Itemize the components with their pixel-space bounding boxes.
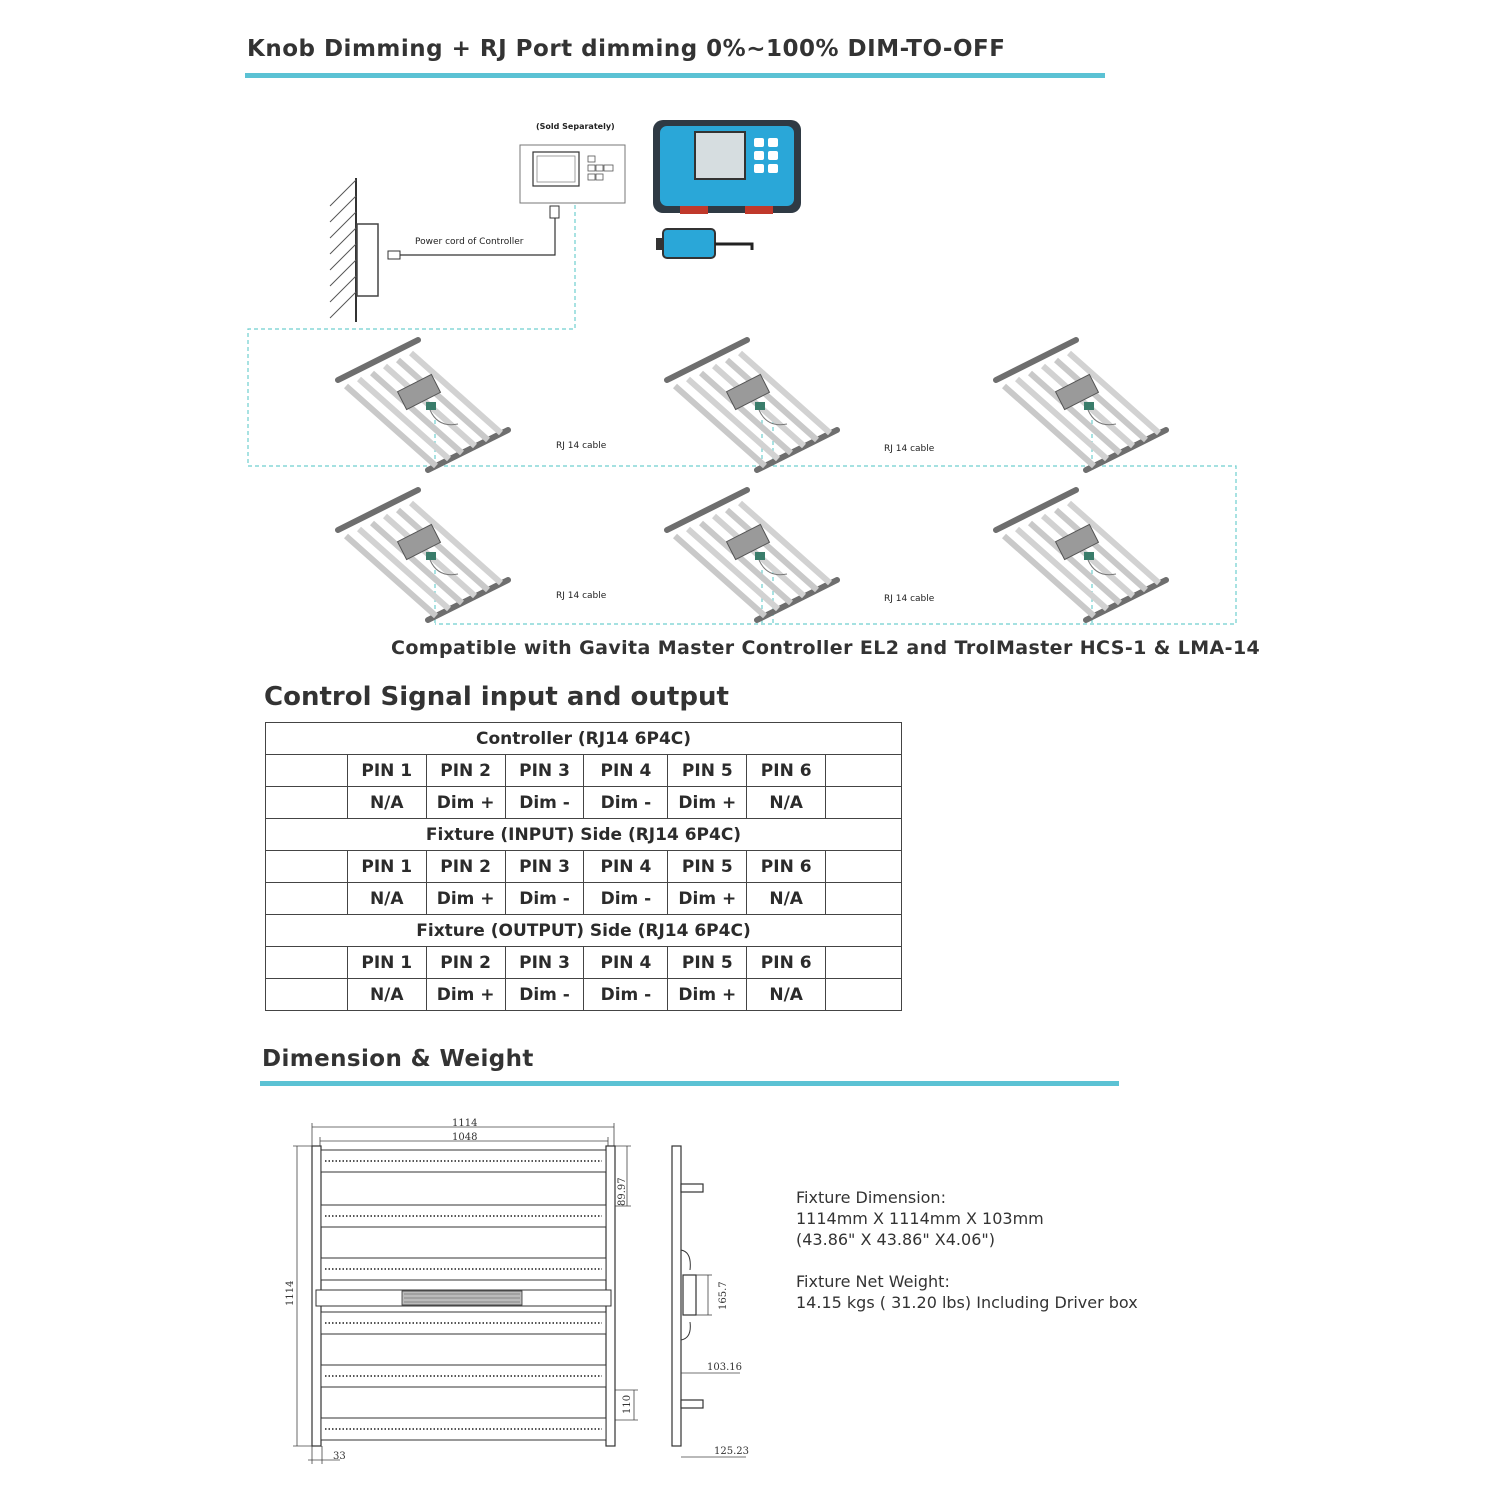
pin-number-cell: PIN 6 bbox=[747, 947, 826, 979]
sold-separately-label: (Sold Separately) bbox=[536, 122, 615, 131]
blank-cell bbox=[266, 947, 348, 979]
dimension-mm: 1114mm X 1114mm X 103mm bbox=[796, 1209, 1044, 1228]
pin-number-cell: PIN 5 bbox=[668, 755, 747, 787]
pin-table bbox=[265, 722, 902, 1011]
edge-offset-label: 33 bbox=[333, 1451, 346, 1462]
pin-signal-cell: N/A bbox=[747, 883, 826, 915]
pin-signal-cell: Dim + bbox=[426, 979, 505, 1011]
rj14-cable-label: RJ 14 cable bbox=[556, 441, 607, 451]
pin-signal-cell: Dim + bbox=[668, 787, 747, 819]
blank-cell bbox=[826, 883, 902, 915]
pin-table-section-title: Fixture (OUTPUT) Side (RJ14 6P4C) bbox=[266, 915, 902, 947]
pin-number-cell: PIN 3 bbox=[505, 755, 584, 787]
rj14-cable-label: RJ 14 cable bbox=[556, 591, 607, 601]
bar-pitch-label: 89.97 bbox=[617, 1177, 628, 1206]
blank-cell bbox=[266, 755, 348, 787]
blank-cell bbox=[826, 947, 902, 979]
rj14-cable-label: RJ 14 cable bbox=[884, 594, 935, 604]
pin-table-section-title: Fixture (INPUT) Side (RJ14 6P4C) bbox=[266, 819, 902, 851]
pin-signal-cell: N/A bbox=[747, 787, 826, 819]
pin-number-cell: PIN 5 bbox=[668, 947, 747, 979]
side-total-label: 125.23 bbox=[714, 1446, 749, 1457]
pin-number-cell: PIN 4 bbox=[584, 755, 668, 787]
pin-signal-cell: Dim + bbox=[668, 883, 747, 915]
pin-number-cell: PIN 1 bbox=[347, 755, 426, 787]
pin-number-cell: PIN 6 bbox=[747, 755, 826, 787]
pin-signal-cell: Dim + bbox=[668, 979, 747, 1011]
pin-signal-row bbox=[266, 979, 902, 1011]
bottom-gap-label: 110 bbox=[622, 1394, 633, 1414]
dimension-heading-rule bbox=[260, 1081, 1119, 1086]
pin-signal-cell: Dim - bbox=[584, 787, 668, 819]
weight-label: Fixture Net Weight: bbox=[796, 1272, 950, 1291]
pin-signal-cell: N/A bbox=[347, 883, 426, 915]
pin-signal-cell: Dim - bbox=[505, 787, 584, 819]
pin-number-cell: PIN 4 bbox=[584, 851, 668, 883]
pin-signal-row bbox=[266, 883, 902, 915]
pin-signal-cell: Dim + bbox=[426, 883, 505, 915]
pin-number-row bbox=[266, 947, 902, 979]
dimming-heading: Knob Dimming + RJ Port dimming 0%~100% DIM-TO-OFF bbox=[247, 36, 1006, 62]
wiring-diagram bbox=[0, 100, 1500, 640]
dimming-heading-rule bbox=[245, 73, 1105, 78]
dimension-in: (43.86" X 43.86" X4.06") bbox=[796, 1230, 995, 1249]
pin-number-cell: PIN 4 bbox=[584, 947, 668, 979]
overall-height-label: 1114 bbox=[285, 1280, 296, 1306]
blank-cell bbox=[266, 851, 348, 883]
pin-signal-cell: Dim + bbox=[426, 787, 505, 819]
pin-signal-cell: N/A bbox=[347, 787, 426, 819]
blank-cell bbox=[826, 851, 902, 883]
pin-signal-cell: N/A bbox=[347, 979, 426, 1011]
control-signal-heading: Control Signal input and output bbox=[264, 682, 729, 712]
pin-number-row bbox=[266, 755, 902, 787]
dimension-label: Fixture Dimension: bbox=[796, 1188, 946, 1207]
spec-block bbox=[796, 1187, 1138, 1313]
pin-number-cell: PIN 3 bbox=[505, 851, 584, 883]
pin-signal-row bbox=[266, 787, 902, 819]
blank-cell bbox=[266, 787, 348, 819]
pin-signal-cell: Dim - bbox=[505, 979, 584, 1011]
pin-number-cell: PIN 1 bbox=[347, 947, 426, 979]
power-cord-label: Power cord of Controller bbox=[415, 237, 524, 247]
blank-cell bbox=[826, 755, 902, 787]
weight-value: 14.15 kgs ( 31.20 lbs) Including Driver box bbox=[796, 1293, 1138, 1312]
dimension-heading: Dimension & Weight bbox=[262, 1046, 534, 1072]
pin-signal-cell: Dim - bbox=[505, 883, 584, 915]
pin-number-cell: PIN 2 bbox=[426, 947, 505, 979]
driver-height-label: 165.7 bbox=[718, 1281, 729, 1310]
pin-table-section-title: Controller (RJ14 6P4C) bbox=[266, 723, 902, 755]
blank-cell bbox=[826, 787, 902, 819]
dimension-drawing bbox=[270, 1105, 770, 1475]
overall-width-label: 1114 bbox=[452, 1118, 478, 1129]
pin-signal-cell: Dim - bbox=[584, 883, 668, 915]
blank-cell bbox=[266, 883, 348, 915]
compatibility-note: Compatible with Gavita Master Controller EL2 and TrolMaster HCS-1 & LMA-14 bbox=[391, 637, 1261, 659]
pin-signal-cell: Dim - bbox=[584, 979, 668, 1011]
pin-number-cell: PIN 2 bbox=[426, 851, 505, 883]
pin-number-row bbox=[266, 851, 902, 883]
pin-number-cell: PIN 2 bbox=[426, 755, 505, 787]
pin-number-cell: PIN 5 bbox=[668, 851, 747, 883]
pin-number-cell: PIN 6 bbox=[747, 851, 826, 883]
pin-number-cell: PIN 1 bbox=[347, 851, 426, 883]
side-depth-label: 103.16 bbox=[707, 1362, 742, 1373]
inner-width-label: 1048 bbox=[452, 1132, 478, 1143]
blank-cell bbox=[266, 979, 348, 1011]
blank-cell bbox=[826, 979, 902, 1011]
rj14-cable-label: RJ 14 cable bbox=[884, 444, 935, 454]
pin-signal-cell: N/A bbox=[747, 979, 826, 1011]
pin-number-cell: PIN 3 bbox=[505, 947, 584, 979]
